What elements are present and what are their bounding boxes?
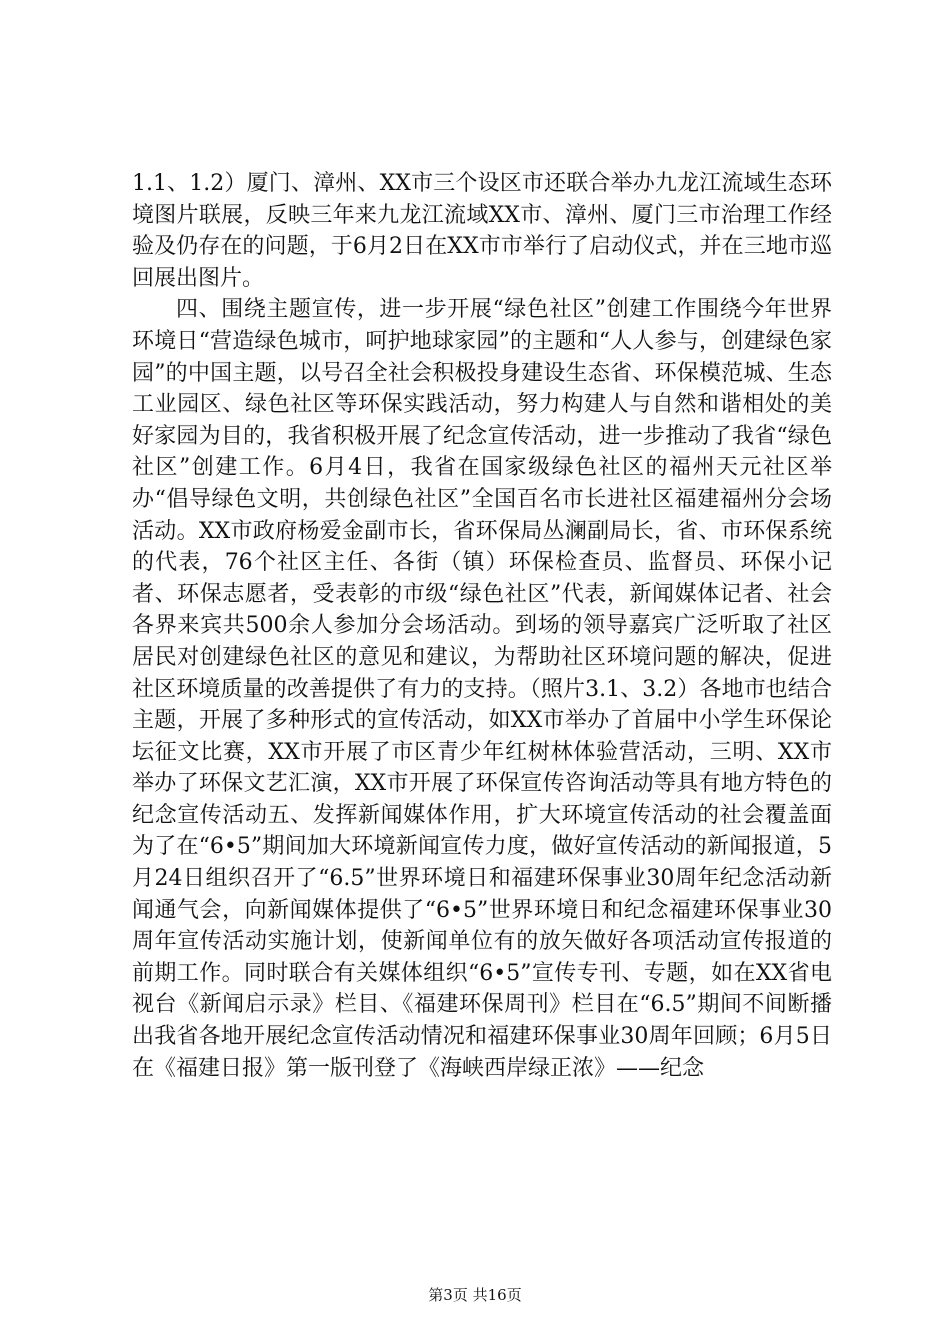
page-footer: 第3页 共16页 xyxy=(428,1286,522,1304)
body-text xyxy=(132,168,832,1084)
paragraph-continuation: 1.1、1.2）厦门、漳州、XX市三个设区市还联合举办九龙江流域生态环境图片联展，反映三年来九龙江流域XX市、漳州、厦门三市治理工作经验及仍存在的问题，于6月2日在XX市市举行了启动仪式，并在三地市巡回展出图片。 xyxy=(132,171,832,291)
paragraph-section-four: 四、围绕主题宣传，进一步开展“绿色社区”创建工作围绕今年世界环境日“营造绿色城市，呵护地球家园”的主题和“人人参与，创建绿色家园”的中国主题，以号召全社会积极投身建设生态省、环保模范城、生态工业园区、绿色社区等环保实践活动，努力构建人与自然和谐相处的美好家园为目的，我省积极开展了纪念宣传活动，进一步推动了我省“绿色社区”创建工作。6月4日，我省在国家级绿色社区的福州天元社区举办“倡导绿色文明，共创绿色社区”全国百名市长进社区福建福州分会场活动。XX市政府杨爱金副市长，省环保局丛澜副局长，省、市环保系统的代表，76个社区主任、各街（镇）环保检查员、监督员、环保小记者、环保志愿者，受表彰的市级“绿色社区”代表，新闻媒体记者、社会各界来宾共500余人参加分会场活动。到场的领导嘉宾广泛听取了社区居民对创建绿色社区的意见和建议，为帮助社区环境问题的解决，促进社区环境质量的改善提供了有力的支持。（照片3.1、3.2）各地市也结合主题，开展了多种形式的宣传活动，如XX市举办了首届中小学生环保论坛征文比赛，XX市开展了市区青少年红树林体验营活动，三明、XX市举办了环保文艺汇演，XX市开展了环保宣传咨询活动等具有地方特色的纪念宣传活动五、发挥新闻媒体作用，扩大环境宣传活动的社会覆盖面为了在“6•5”期间加大环境新闻宣传力度，做好宣传活动的新闻报道，5月24日组织召开了“6.5”世界环境日和福建环保事业30周年纪念活动新闻通气会，向新闻媒体提供了“6•5”世界环境日和纪念福建环保事业30周年宣传活动实施计划，使新闻单位有的放矢做好各项活动宣传报道的前期工作。同时联合有关媒体组织“6•5”宣传专刊、专题，如在XX省电视台《新闻启示录》栏目、《福建环保周刊》栏目在“6.5”期间不间断播出我省各地开展纪念宣传活动情况和福建环保事业30周年回顾；6月5日在《福建日报》第一版刊登了《海峡西岸绿正浓》——纪念 xyxy=(132,297,832,1081)
